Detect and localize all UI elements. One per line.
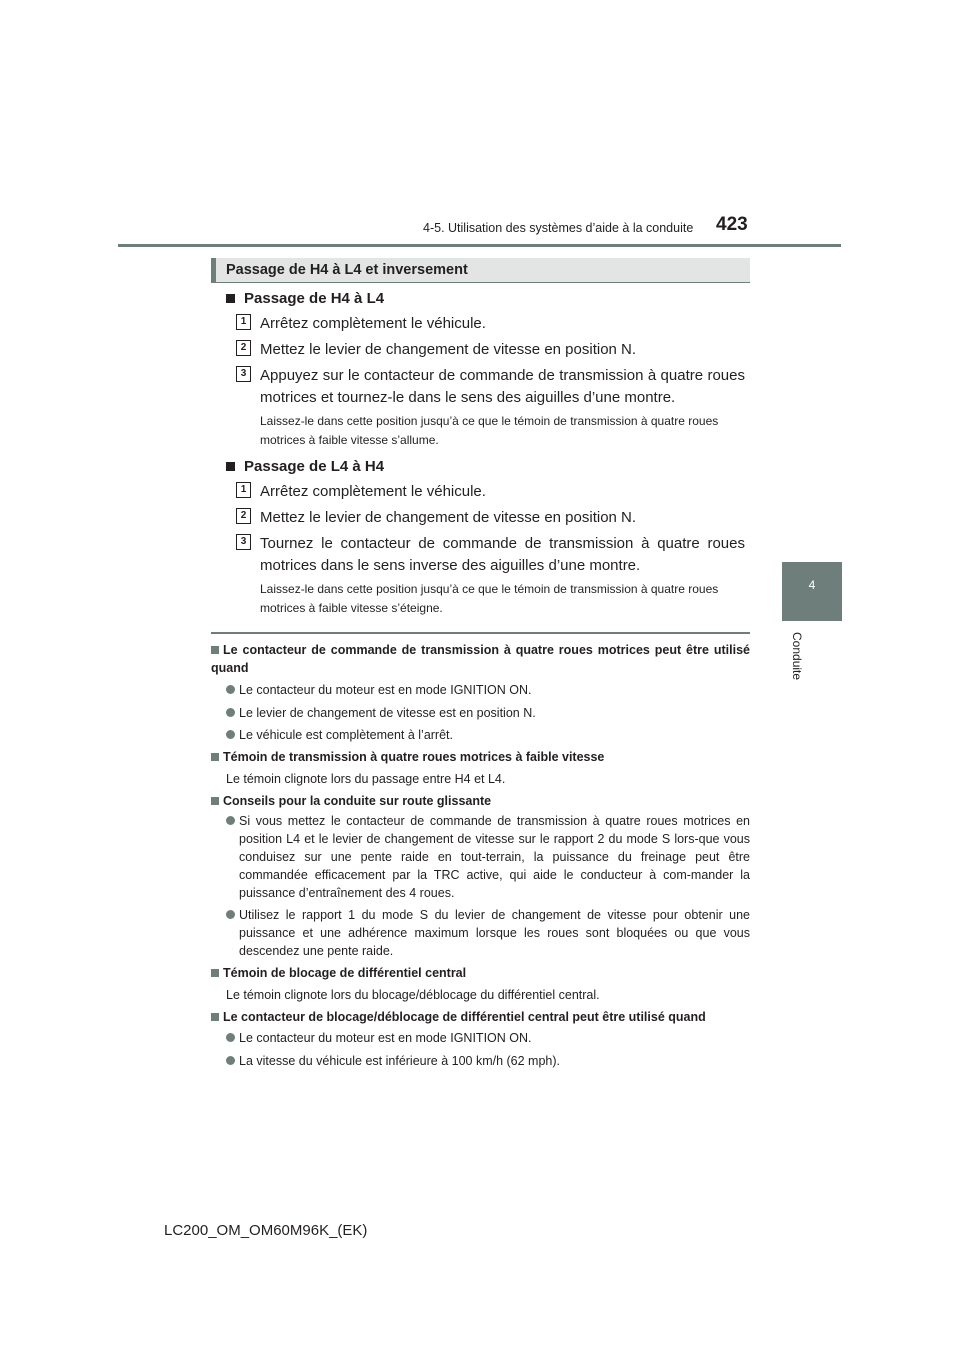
round-bullet-icon [226,1056,235,1065]
chapter-tab-label: Conduite [790,632,804,681]
section-title-accent [211,258,216,283]
document-code: LC200_OM_OM60M96K_(EK) [164,1222,368,1239]
square-bullet-icon [211,969,219,977]
procedure-1-title: Passage de H4 à L4 [226,290,384,307]
square-bullet-icon [211,753,219,761]
step-number-badge: 3 [236,534,251,550]
note-heading: Le contacteur de commande de transmission à quatre roues motrices peut être utilisé quand [211,643,750,675]
procedure-2-note: Laissez-le dans cette position jusqu’à ce que le témoin de transmission à quatre roues motrices à faible vitesse s’éteigne. [260,582,719,615]
header-rule [118,244,841,247]
step-text: Mettez le levier de changement de vitesse en position N. [260,341,637,358]
note-heading: Conseils pour la conduite sur route glissante [211,792,750,810]
procedure-1-note: Laissez-le dans cette position jusqu’à ce que le témoin de transmission à quatre roues motrices à faible vitesse s’allume. [260,414,719,447]
note-text: Le témoin clignote lors du blocage/déblocage du différentiel central. [226,988,600,1002]
page-number: 423 [716,214,748,235]
step-text: Appuyez sur le contacteur de commande de transmission à quatre roues motrices et tournez-le dans le sens des aiguilles d’une montre. [260,367,745,406]
note-bullet: La vitesse du véhicule est inférieure à 100 km/h (62 mph). [226,1052,750,1070]
step-text: Mettez le levier de changement de vitesse en position N. [260,509,637,526]
note-bullet: Le véhicule est complètement à l’arrêt. [226,726,750,744]
step-text: Arrêtez complètement le véhicule. [260,315,486,332]
step-number-badge: 1 [236,314,251,330]
step-number-badge: 2 [236,340,251,356]
note-bullet: Si vous mettez le contacteur de commande de transmission à quatre roues motrices en position L4 et le levier de changement de vitesse sur le rapport 2 du mode S lors-que vous conduisez sur une pente raide en tout-terrain, la puissance du freinage peut être commandée efficacement par la TRC active, qui aide le conducteur à com-mander la puissance d’entraînement des 4 roues. [226,812,750,902]
square-bullet-icon [211,1013,219,1021]
note-bullet: Utilisez le rapport 1 du mode S du levier de changement de vitesse pour obtenir une puissance et une adhérence maximum lorsque les roues sont bloquées ou que vous descendez une pente raide. [226,906,750,960]
step-text: Arrêtez complètement le véhicule. [260,483,486,500]
notes-divider [211,632,750,634]
square-bullet-icon [211,797,219,805]
square-bullet-icon [211,646,219,654]
chapter-tab-number: 4 [808,578,816,592]
section-title: Passage de H4 à L4 et inversement [226,262,468,278]
note-text: Le témoin clignote lors du passage entre H4 et L4. [226,772,506,786]
round-bullet-icon [226,708,235,717]
note-bullet: Le levier de changement de vitesse est en position N. [226,704,750,722]
round-bullet-icon [226,1033,235,1042]
round-bullet-icon [226,685,235,694]
note-bullet: Le contacteur du moteur est en mode IGNITION ON. [226,681,750,699]
step-number-badge: 3 [236,366,251,382]
square-bullet-icon [226,294,235,303]
step-text: Tournez le contacteur de commande de transmission à quatre roues motrices dans le sens inverse des aiguilles d’une montre. [260,535,745,574]
note-bullet: Le contacteur du moteur est en mode IGNITION ON. [226,1029,750,1047]
square-bullet-icon [226,462,235,471]
step-number-badge: 2 [236,508,251,524]
round-bullet-icon [226,816,235,825]
running-header-section: 4-5. Utilisation des systèmes d’aide à la conduite [423,221,694,235]
round-bullet-icon [226,910,235,919]
procedure-2-title: Passage de L4 à H4 [226,458,384,475]
round-bullet-icon [226,730,235,739]
note-heading: Le contacteur de blocage/déblocage de différentiel central peut être utilisé quand [211,1008,750,1026]
note-heading: Témoin de blocage de différentiel central [211,964,750,982]
note-heading: Témoin de transmission à quatre roues motrices à faible vitesse [211,748,750,766]
section-title-bar [211,258,750,283]
step-number-badge: 1 [236,482,251,498]
